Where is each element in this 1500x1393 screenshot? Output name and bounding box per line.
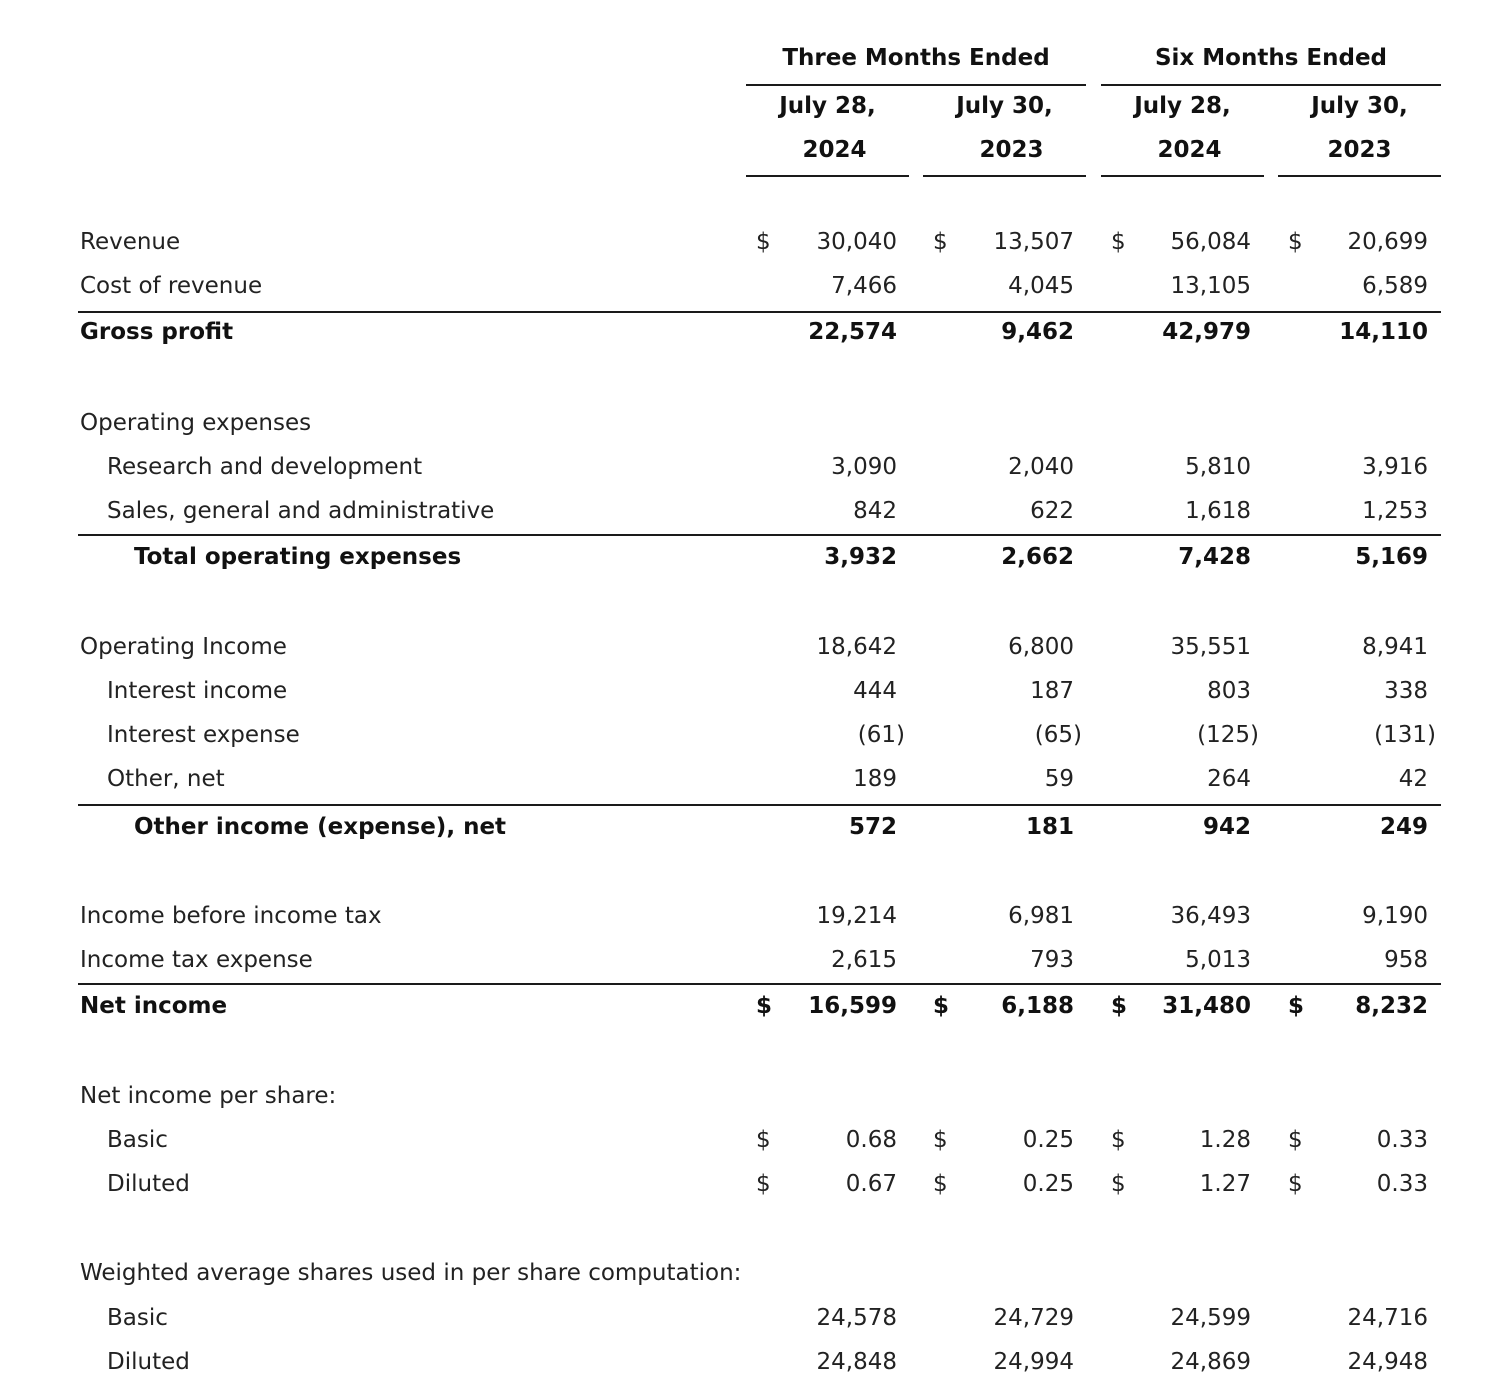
header-col3-rule — [1101, 175, 1264, 177]
table-row-operating-income — [0, 625, 1500, 669]
table-row-cost-of-revenue — [0, 264, 1500, 308]
currency-symbol: $ — [933, 229, 948, 255]
cell-value: 6,589 — [1362, 273, 1428, 299]
cell-value: 22,574 — [808, 319, 897, 345]
cell-value: 0.67 — [845, 1171, 897, 1197]
header-three-months-rule — [746, 84, 1086, 86]
row-label: Other income (expense), net — [134, 814, 507, 840]
cell-value: 9,190 — [1362, 903, 1428, 929]
row-label: Basic — [107, 1305, 168, 1331]
table-row-other-income-net — [0, 805, 1500, 849]
cell-value: 3,090 — [831, 454, 897, 480]
cell-value: (65) — [1034, 722, 1082, 748]
header-col2-date: July 30, — [956, 93, 1053, 119]
cell-value: 8,941 — [1362, 634, 1428, 660]
cell-value: 338 — [1384, 678, 1428, 704]
cell-value: 0.68 — [845, 1127, 897, 1153]
cell-value: 18,642 — [816, 634, 897, 660]
currency-symbol: $ — [1111, 229, 1126, 255]
cell-value: 8,232 — [1355, 993, 1428, 1019]
section-label: Weighted average shares used in per share computation: — [80, 1260, 742, 1286]
cell-value: 9,462 — [1001, 319, 1074, 345]
cell-value: 14,110 — [1339, 319, 1428, 345]
cell-value: 793 — [1030, 947, 1074, 973]
cell-value: 1,618 — [1185, 498, 1251, 524]
cell-value: 24,716 — [1347, 1305, 1428, 1331]
currency-symbol: $ — [933, 1127, 948, 1153]
row-label: Income before income tax — [80, 903, 382, 929]
currency-symbol: $ — [933, 1171, 948, 1197]
cell-value: (131) — [1374, 722, 1436, 748]
row-label: Interest income — [107, 678, 288, 704]
header-col3-year: 2024 — [1157, 137, 1222, 163]
section-weighted-shares — [0, 1251, 1500, 1295]
table-row-eps-diluted — [0, 1162, 1500, 1206]
section-label: Operating expenses — [80, 410, 312, 436]
cell-value: 24,948 — [1347, 1349, 1428, 1375]
header-six-months: Six Months Ended — [1154, 45, 1388, 71]
cell-value: 3,932 — [824, 544, 897, 570]
cell-value: 0.25 — [1022, 1171, 1074, 1197]
header-col3-date: July 28, — [1134, 93, 1231, 119]
cell-value: 24,599 — [1170, 1305, 1251, 1331]
cell-value: 1.27 — [1199, 1171, 1251, 1197]
header-col4-rule — [1278, 175, 1441, 177]
cell-value: 24,848 — [816, 1349, 897, 1375]
row-label: Basic — [107, 1127, 168, 1153]
cell-value: 444 — [853, 678, 897, 704]
table-row-sga — [0, 489, 1500, 533]
section-label: Net income per share: — [80, 1083, 337, 1109]
cell-value: 622 — [1030, 498, 1074, 524]
row-label: Sales, general and administrative — [107, 498, 495, 524]
cell-value: 1.28 — [1199, 1127, 1251, 1153]
table-row-revenue — [0, 220, 1500, 264]
row-label: Income tax expense — [80, 947, 313, 973]
header-col1-date: July 28, — [779, 93, 876, 119]
cell-value: 5,810 — [1185, 454, 1251, 480]
header-col4-year: 2023 — [1327, 137, 1392, 163]
cell-value: (61) — [857, 722, 905, 748]
cell-value: 187 — [1030, 678, 1074, 704]
table-row-research-development — [0, 445, 1500, 489]
table-row-shares-basic — [0, 1296, 1500, 1340]
header-col4-date: July 30, — [1311, 93, 1408, 119]
currency-symbol: $ — [1288, 993, 1305, 1019]
row-label: Net income — [80, 993, 228, 1019]
section-operating-expenses — [0, 401, 1500, 445]
cell-value: 0.25 — [1022, 1127, 1074, 1153]
cell-value: 842 — [853, 498, 897, 524]
cell-value: 16,599 — [808, 993, 897, 1019]
currency-symbol: $ — [933, 993, 950, 1019]
cell-value: 1,253 — [1362, 498, 1428, 524]
currency-symbol: $ — [1111, 1127, 1126, 1153]
cell-value: 6,981 — [1008, 903, 1074, 929]
cell-value: 56,084 — [1170, 229, 1251, 255]
header-col1-rule — [746, 175, 909, 177]
row-label: Diluted — [107, 1171, 190, 1197]
header-col1-year: 2024 — [802, 137, 867, 163]
row-label: Total operating expenses — [134, 544, 462, 570]
cell-value: 5,169 — [1355, 544, 1428, 570]
table-row-net-income — [0, 984, 1500, 1028]
cell-value: 5,013 — [1185, 947, 1251, 973]
cell-value: 7,466 — [831, 273, 897, 299]
cell-value: 958 — [1384, 947, 1428, 973]
row-label: Cost of revenue — [80, 273, 263, 299]
cell-value: 6,188 — [1001, 993, 1074, 1019]
table-row-interest-income — [0, 669, 1500, 713]
row-label: Diluted — [107, 1349, 190, 1375]
header-col2-rule — [923, 175, 1086, 177]
table-row-shares-diluted — [0, 1340, 1500, 1384]
table-row-income-tax-expense — [0, 938, 1500, 982]
cell-value: 942 — [1202, 814, 1251, 840]
header-three-months: Three Months Ended — [782, 45, 1050, 71]
cell-value: 13,507 — [993, 229, 1074, 255]
cell-value: 42 — [1398, 766, 1428, 792]
cell-value: 7,428 — [1178, 544, 1251, 570]
cell-value: 803 — [1207, 678, 1251, 704]
row-label: Research and development — [107, 454, 423, 480]
cell-value: 19,214 — [816, 903, 897, 929]
row-label: Interest expense — [107, 722, 300, 748]
cell-value: 249 — [1379, 814, 1428, 840]
row-label: Gross profit — [80, 319, 234, 345]
cell-value: 20,699 — [1347, 229, 1428, 255]
cell-value: 2,615 — [831, 947, 897, 973]
currency-symbol: $ — [756, 1171, 771, 1197]
cell-value: (125) — [1197, 722, 1259, 748]
cell-value: 24,578 — [816, 1305, 897, 1331]
table-row-other-net — [0, 757, 1500, 801]
cell-value: 24,729 — [993, 1305, 1074, 1331]
header-col2-year: 2023 — [979, 137, 1044, 163]
cell-value: 4,045 — [1008, 273, 1074, 299]
cell-value: 572 — [848, 814, 897, 840]
cell-value: 2,040 — [1008, 454, 1074, 480]
cell-value: 3,916 — [1362, 454, 1428, 480]
row-label: Operating Income — [80, 634, 287, 660]
currency-symbol: $ — [756, 993, 773, 1019]
currency-symbol: $ — [1288, 1171, 1303, 1197]
currency-symbol: $ — [1288, 1127, 1303, 1153]
currency-symbol: $ — [756, 229, 771, 255]
cell-value: 42,979 — [1162, 319, 1251, 345]
table-row-total-operating-expenses — [0, 535, 1500, 579]
cell-value: 24,869 — [1170, 1349, 1251, 1375]
table-row-income-before-tax — [0, 894, 1500, 938]
section-net-income-per-share — [0, 1074, 1500, 1118]
currency-symbol: $ — [1111, 993, 1128, 1019]
row-label: Revenue — [80, 229, 181, 255]
cell-value: 0.33 — [1376, 1127, 1428, 1153]
header-six-months-rule — [1101, 84, 1441, 86]
cell-value: 2,662 — [1001, 544, 1074, 570]
cell-value: 59 — [1044, 766, 1074, 792]
cell-value: 30,040 — [816, 229, 897, 255]
row-label: Other, net — [107, 766, 225, 792]
cell-value: 31,480 — [1162, 993, 1251, 1019]
table-row-eps-basic — [0, 1118, 1500, 1162]
table-row-gross-profit — [0, 310, 1500, 354]
cell-value: 189 — [853, 766, 897, 792]
table-row-interest-expense — [0, 713, 1500, 757]
cell-value: 24,994 — [993, 1349, 1074, 1375]
currency-symbol: $ — [1111, 1171, 1126, 1197]
cell-value: 6,800 — [1008, 634, 1074, 660]
currency-symbol: $ — [756, 1127, 771, 1153]
cell-value: 181 — [1025, 814, 1074, 840]
cell-value: 35,551 — [1170, 634, 1251, 660]
cell-value: 13,105 — [1170, 273, 1251, 299]
cell-value: 264 — [1207, 766, 1251, 792]
cell-value: 0.33 — [1376, 1171, 1428, 1197]
currency-symbol: $ — [1288, 229, 1303, 255]
cell-value: 36,493 — [1170, 903, 1251, 929]
